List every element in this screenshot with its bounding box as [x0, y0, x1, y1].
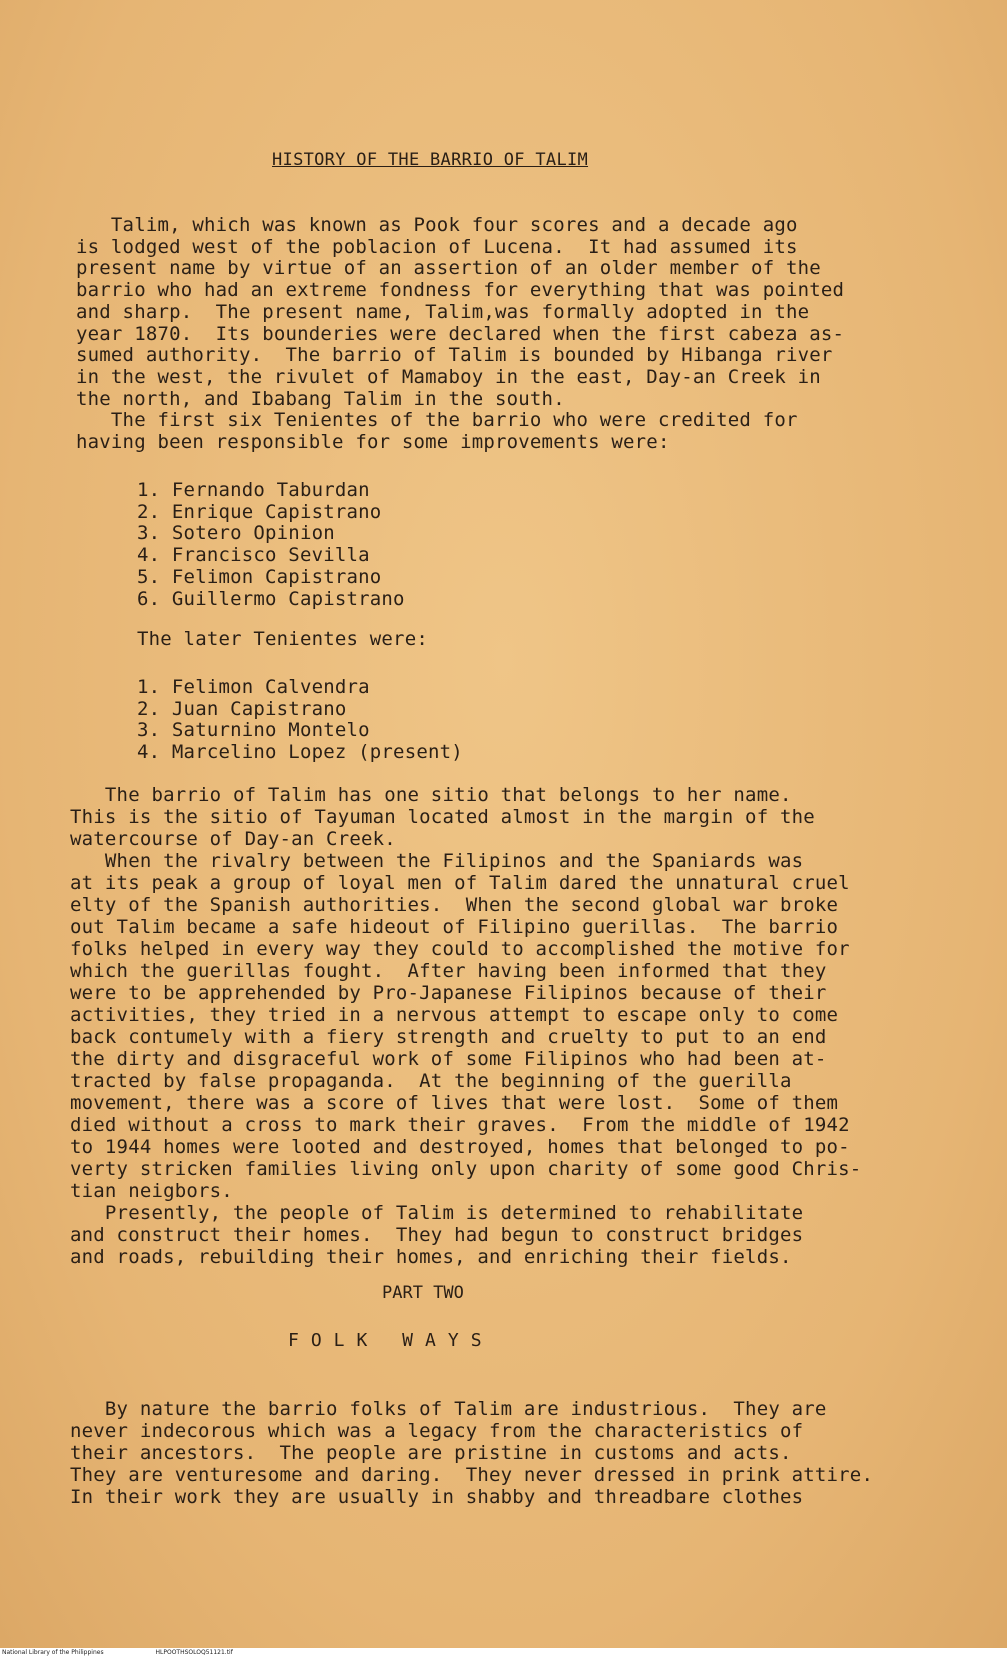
text-line: having been responsible for some improvements were:	[76, 431, 670, 453]
text-line: 4. Francisco Sevilla	[137, 544, 370, 567]
text-line: 3. Sotero Opinion	[137, 522, 335, 545]
text-line: at its peak a group of loyal men of Talim dared the unnatural cruel	[70, 872, 850, 894]
text-line: folks helped in every way they could to accomplished the motive for	[70, 938, 850, 960]
text-line: activities, they tried in a nervous attempt to escape only to come	[70, 1004, 839, 1026]
scan-footer	[0, 1648, 1007, 1658]
text-line: and construct their homes. They had begun to construct bridges	[70, 1224, 804, 1246]
text-line: The barrio of Talim has one sitio that belongs to her name.	[70, 784, 792, 806]
text-line: their ancestors. The people are pristine in customs and acts.	[70, 1442, 792, 1464]
document-title: HISTORY OF THE BARRIO OF TALIM	[272, 150, 589, 170]
text-line: year 1870. Its bounderies were declared when the first cabeza as-	[76, 322, 845, 345]
part-heading: PART TWO	[382, 1283, 464, 1303]
text-line: tracted by false propaganda. At the beginning of the guerilla	[70, 1070, 792, 1092]
text-line: Presently, the people of Talim is determined to rehabilitate	[70, 1202, 804, 1224]
text-line: 1. Fernando Taburdan	[137, 479, 370, 501]
text-line: 2. Juan Capistrano	[137, 697, 347, 720]
text-line: 3. Saturnino Montelo	[137, 719, 370, 742]
text-line: barrio who had an extreme fondness for everything that was pointed	[76, 279, 845, 302]
text-line: 5. Felimon Capistrano	[137, 565, 382, 588]
footer-library: National Library of the Philippines	[2, 1649, 104, 1656]
text-line: When the rivalry between the Filipinos and the Spaniards was	[70, 850, 804, 872]
text-line: were to be apprehended by Pro-Japanese Filipinos because of their	[70, 982, 827, 1004]
text-line: watercourse of Day-an Creek.	[70, 828, 396, 850]
text-line: the north, and Ibabang Talim in the south.	[76, 387, 565, 410]
text-line: is lodged west of the poblacion of Lucena. It had assumed its	[76, 235, 798, 258]
text-line: The first six Tenientes of the barrio who were credited for	[76, 409, 798, 432]
text-line: 2. Enrique Capistrano	[137, 500, 382, 523]
text-line: never indecorous which was a legacy from the characteristics of	[70, 1420, 804, 1442]
text-line: which the guerillas fought. After having been informed that they	[70, 960, 827, 982]
text-line: and sharp. The present name, Talim,was formally adopted in the	[76, 300, 810, 323]
text-line: In their work they are usually in shabby and threadbare clothes	[70, 1486, 804, 1508]
text-line: 1. Felimon Calvendra	[137, 676, 370, 698]
section-heading: FOLK WAYS	[288, 1330, 494, 1351]
text-line: out Talim became a safe hideout of Filipino guerillas. The barrio	[70, 916, 839, 938]
text-line: 4. Marcelino Lopez (present)	[137, 741, 463, 764]
text-line: tian neigbors.	[70, 1180, 233, 1202]
text-line: died without a cross to mark their graves. From the middle of 1942	[70, 1114, 850, 1136]
text-line: and roads, rebuilding their homes, and enriching their fields.	[70, 1246, 792, 1268]
text-line: movement, there was a score of lives that were lost. Some of them	[70, 1092, 839, 1114]
text-line: in the west, the rivulet of Mamaboy in the east, Day-an Creek in	[76, 365, 821, 388]
text-line: They are venturesome and daring. They never dressed in prink attire.	[70, 1464, 874, 1486]
text-line: elty of the Spanish authorities. When the second global war broke	[70, 894, 839, 916]
text-line: The later Tenientes were:	[137, 628, 428, 650]
text-line: back contumely with a fiery strength and cruelty to put to an end	[70, 1026, 827, 1048]
footer-filename: HLPOOTHSOLOQ51121.tif	[155, 1649, 233, 1656]
text-line: Talim, which was known as Pook four scores and a decade ago	[76, 214, 798, 236]
text-line: sumed authority. The barrio of Talim is bounded by Hibanga river	[76, 344, 833, 367]
text-line: present name by virtue of an assertion of an older member of the	[76, 257, 821, 280]
text-line: 6. Guillermo Capistrano	[137, 587, 405, 610]
text-line: This is the sitio of Tayuman located almost in the margin of the	[70, 806, 815, 828]
text-line: verty stricken families living only upon charity of some good Chris-	[70, 1158, 862, 1180]
text-line: the dirty and disgraceful work of some Filipinos who had been at-	[70, 1048, 827, 1070]
text-line: to 1944 homes were looted and destroyed, homes that belonged to po-	[70, 1136, 850, 1158]
text-line: By nature the barrio folks of Talim are industrious. They are	[70, 1398, 827, 1420]
